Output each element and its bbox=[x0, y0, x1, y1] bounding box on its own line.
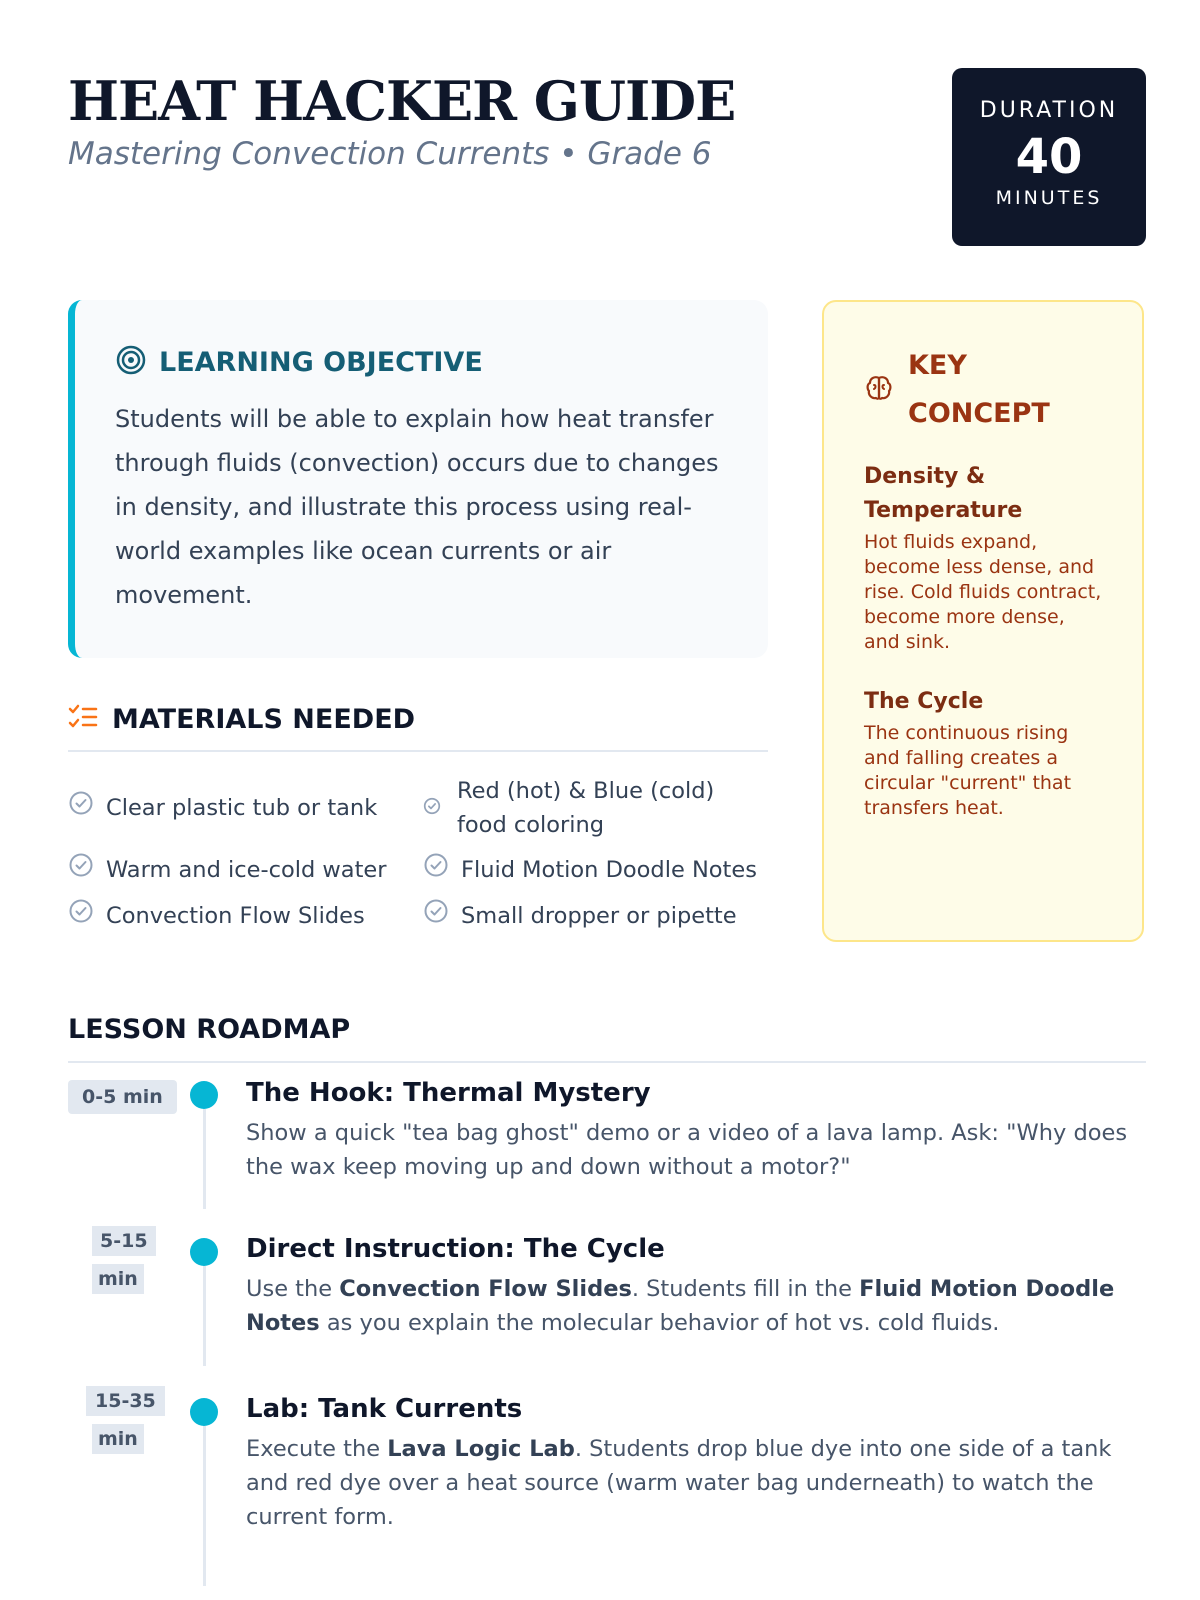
step-description: Use the Convection Flow Slides. Students fill in the Fluid Motion Doodle Notes as you explain the molecular behavior of hot vs. cold fluids. bbox=[246, 1276, 1115, 1336]
objective-heading bbox=[115, 344, 732, 381]
material-label: Fluid Motion Doodle Notes bbox=[461, 857, 757, 883]
check-circle-icon bbox=[68, 852, 94, 888]
materials-list bbox=[68, 774, 768, 934]
target-icon bbox=[115, 344, 147, 381]
materials-section bbox=[68, 703, 768, 934]
concept-section-title: The Cycle bbox=[864, 689, 984, 714]
materials-heading bbox=[68, 703, 768, 752]
step-description: Show a quick "tea bag ghost" demo or a video of a lava lamp. Ask: "Why does the wax keep moving up and down without a motor?" bbox=[246, 1120, 1128, 1180]
time-badge-line: 5-15 bbox=[100, 1230, 148, 1252]
concept-section bbox=[864, 685, 1106, 821]
concept-label: KEY CONCEPT bbox=[908, 350, 1050, 429]
timeline-dot bbox=[190, 1081, 218, 1109]
material-item bbox=[423, 774, 768, 842]
material-item bbox=[68, 852, 423, 888]
roadmap-step bbox=[68, 1066, 1146, 1216]
material-label: Convection Flow Slides bbox=[106, 903, 365, 929]
resource-link: Lava Logic Lab bbox=[387, 1436, 575, 1462]
page-title: HEAT HACKER GUIDE bbox=[68, 69, 736, 133]
duration-unit: MINUTES bbox=[995, 187, 1103, 209]
step-description: Execute the Lava Logic Lab. Students drop blue dye into one side of a tank and red dye over a heat source (warm water bag underneath) to watch the current form. bbox=[246, 1436, 1112, 1530]
check-circle-icon bbox=[423, 852, 449, 888]
roadmap-heading: LESSON ROADMAP bbox=[68, 1014, 1146, 1063]
resource-link: Convection Flow Slides bbox=[339, 1276, 632, 1302]
roadmap-step bbox=[68, 1224, 1146, 1374]
brain-icon bbox=[864, 373, 894, 408]
materials-label: MATERIALS NEEDED bbox=[112, 704, 416, 735]
material-label: Warm and ice-cold water bbox=[106, 857, 387, 883]
duration-card bbox=[952, 68, 1146, 246]
learning-objective-card bbox=[68, 300, 768, 658]
check-circle-icon bbox=[423, 791, 441, 825]
objective-label: LEARNING OBJECTIVE bbox=[159, 347, 483, 378]
step-title: Lab: Tank Currents bbox=[246, 1394, 523, 1424]
material-item bbox=[68, 898, 423, 934]
duration-value: 40 bbox=[1015, 129, 1083, 185]
timeline-dot bbox=[190, 1238, 218, 1266]
resource-link: Fluid Motion Doodle Notes bbox=[246, 1276, 1115, 1336]
duration-label: DURATION bbox=[979, 98, 1119, 123]
time-badge bbox=[92, 1226, 156, 1256]
objective-text: Students will be able to explain how heat transfer through fluids (convection) occurs due to changes in density, and illustrate this process using real-world examples like ocean currents or air movement. bbox=[115, 405, 719, 609]
roadmap-step bbox=[68, 1384, 1146, 1600]
concept-section bbox=[864, 460, 1106, 655]
material-item bbox=[68, 774, 423, 842]
material-item bbox=[423, 852, 768, 888]
time-badge bbox=[92, 1424, 144, 1454]
material-label: Clear plastic tub or tank bbox=[106, 795, 378, 821]
check-circle-icon bbox=[68, 790, 94, 826]
step-title: Direct Instruction: The Cycle bbox=[246, 1234, 665, 1264]
timeline-line bbox=[203, 1426, 206, 1586]
material-item bbox=[423, 898, 768, 934]
time-badge-line: min bbox=[98, 1428, 138, 1450]
time-badge-line: min bbox=[98, 1268, 138, 1290]
concept-section-body: The continuous rising and falling creates a circular "current" that transfers heat. bbox=[864, 722, 1072, 819]
check-circle-icon bbox=[423, 898, 449, 934]
step-title: The Hook: Thermal Mystery bbox=[246, 1078, 651, 1108]
time-badge bbox=[92, 1264, 144, 1294]
key-concept-card bbox=[822, 300, 1144, 942]
concept-section-title: Density & Temperature bbox=[864, 464, 1023, 523]
material-label: Small dropper or pipette bbox=[461, 903, 737, 929]
header bbox=[68, 70, 1146, 250]
timeline-dot bbox=[190, 1398, 218, 1426]
time-badge: 0-5 min bbox=[68, 1080, 177, 1114]
concept-section-body: Hot fluids expand, become less dense, and rise. Cold fluids contract, become more dense, and sink. bbox=[864, 531, 1102, 653]
timeline-line bbox=[203, 1266, 206, 1366]
time-badge-line: 15-35 bbox=[95, 1390, 156, 1412]
material-label: Red (hot) & Blue (cold) food coloring bbox=[457, 778, 715, 838]
lesson-roadmap bbox=[68, 1014, 1146, 1530]
check-circle-icon bbox=[68, 898, 94, 934]
concept-heading bbox=[864, 342, 1106, 438]
time-badge bbox=[86, 1386, 165, 1416]
timeline-line bbox=[203, 1109, 206, 1209]
page-subtitle: Mastering Convection Currents • Grade 6 bbox=[68, 136, 712, 172]
checklist-icon bbox=[68, 703, 98, 736]
